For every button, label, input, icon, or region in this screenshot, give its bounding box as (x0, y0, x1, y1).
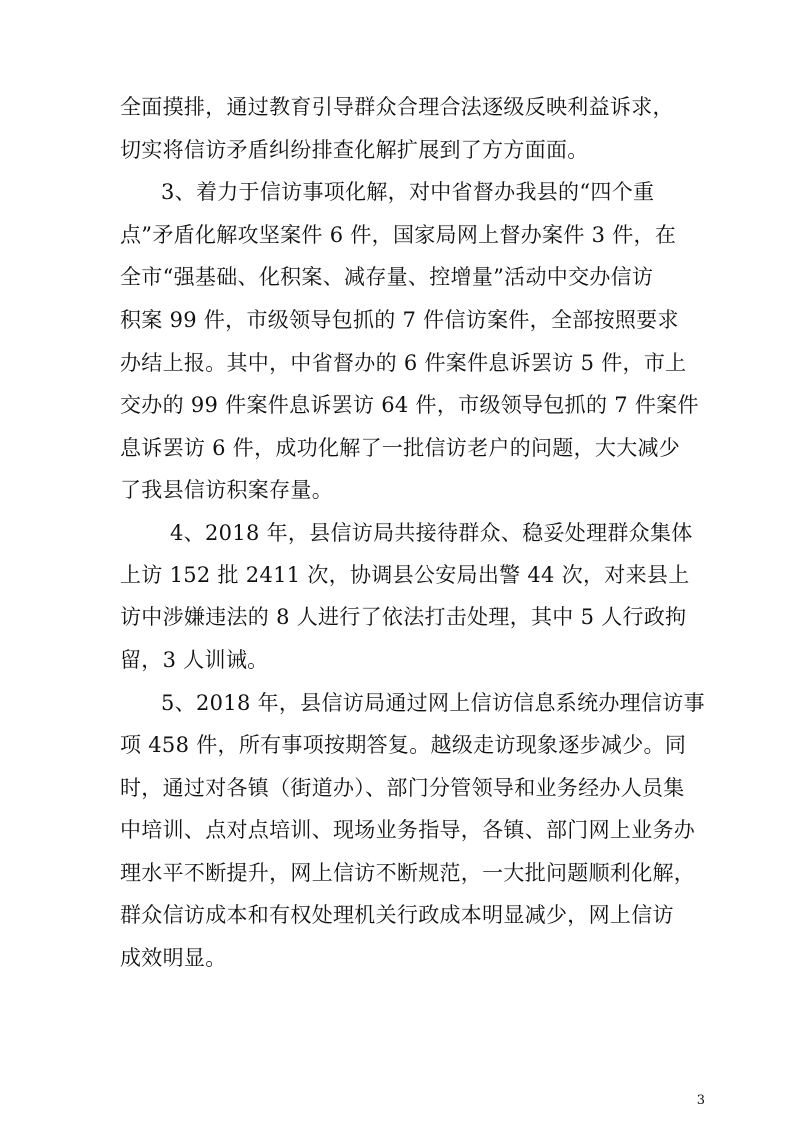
text-line-6: 积案 99 件，市级领导包抓的 7 件信访案件，全部按照要求 (120, 308, 679, 332)
text-line-18: 中培训、点对点培训、现场业务指导，各镇、部门网上业务办 (120, 818, 696, 842)
text-line-9: 息诉罢访 6 件，成功化解了一批信访老户的问题，大大减少 (120, 436, 681, 460)
text-line-16: 项 458 件，所有事项按期答复。越级走访现象逐步减少。同 (120, 733, 687, 757)
text-line-10: 了我县信访积案存量。 (120, 478, 333, 502)
text-line-21: 成效明显。 (120, 946, 227, 970)
text-line-4: 点”矛盾化解攻坚案件 6 件，国家局网上督办案件 3 件，在 (120, 223, 677, 247)
text-line-5: 全市“强基础、化积案、减存量、控增量”活动中交办信访 (120, 265, 654, 289)
text-line-19: 理水平不断提升，网上信访不断规范，一大批问题顺利化解， (120, 861, 696, 885)
text-line-7: 办结上报。其中，中省督办的 6 件案件息诉罢访 5 件，市上 (120, 351, 687, 375)
paragraph-3-start: 3、着力于信访事项化解，对中省督办我县的“四个重 (161, 180, 655, 204)
page-number: 3 (696, 1093, 705, 1108)
paragraph-4-start: 4、2018 年，县信访局共接待群众、稳妥处理群众集体 (170, 521, 693, 545)
text-line-17: 时，通过对各镇（街道办）、部门分管领导和业务经办人员集 (120, 776, 685, 800)
text-line-2: 切实将信访矛盾纠纷排查化解扩展到了方方面面。 (120, 138, 589, 162)
paragraph-5-start: 5、2018 年，县信访局通过网上信访信息系统办理信访事 (161, 691, 705, 715)
text-line-14: 留，3 人训诫。 (120, 648, 269, 672)
text-line-12: 上访 152 批 2411 次，协调县公安局出警 44 次，对来县上 (120, 563, 690, 587)
text-line-20: 群众信访成本和有权处理机关行政成本明显减少，网上信访 (120, 903, 674, 927)
text-line-13: 访中涉嫌违法的 8 人进行了依法打击处理，其中 5 人行政拘 (120, 605, 687, 629)
text-line-8: 交办的 99 件案件息诉罢访 64 件，市级领导包抓的 7 件案件 (120, 393, 699, 417)
text-line-1: 全面摸排，通过教育引导群众合理合法逐级反映利益诉求， (120, 95, 674, 119)
